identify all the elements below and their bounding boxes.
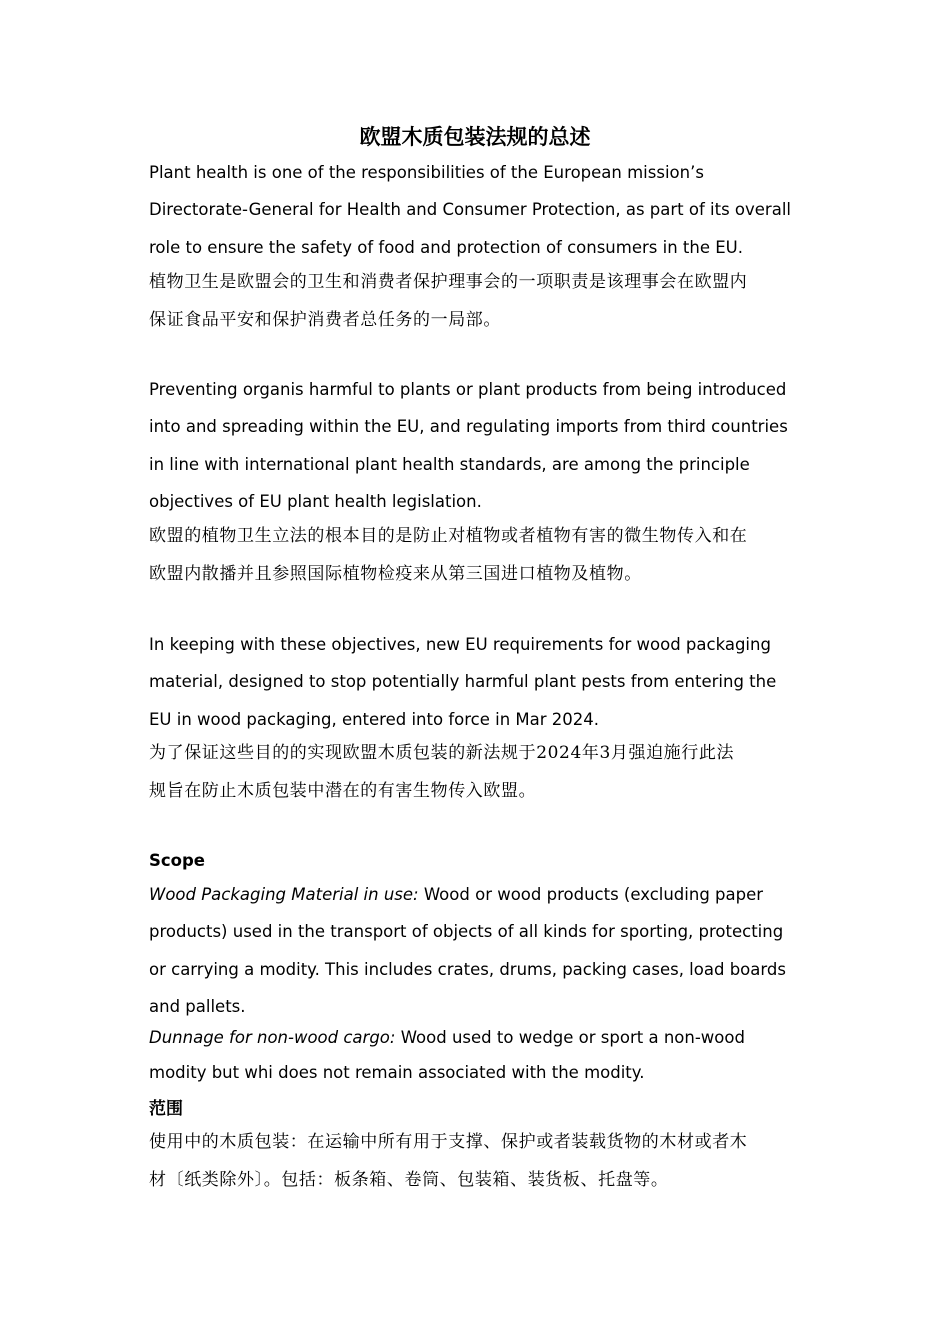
paragraph-3-chinese — [149, 735, 809, 810]
text-line: role to ensure the safety of food and protection of consumers in the EU. — [149, 237, 743, 257]
text-line: Directorate-General for Health and Consumer Protection, as part of its overall — [149, 200, 791, 220]
document-title: 欧盟木质包装法规的总述 — [359, 125, 591, 149]
text-line: 欧盟内散播并且参照国际植物检疫来从第三国进口植物及植物。 — [149, 563, 642, 584]
scope-dunnage-definition — [149, 1020, 809, 1090]
text-line: Plant health is one of the responsibilities of the European mission’s — [149, 163, 704, 182]
scope-term-wood-packaging: Wood Packaging Material in use: — [149, 885, 419, 904]
text-line: 保证食品平安和保护消费者总任务的一局部。 — [149, 309, 501, 330]
paragraph-2-chinese — [149, 518, 809, 593]
scope-heading: Scope — [149, 851, 206, 870]
text-line: modity but whi does not remain associated with the modity. — [149, 1063, 645, 1082]
scope-heading-chinese: 范围 — [149, 1099, 183, 1119]
text-line: 规旨在防止木质包装中潜在的有害生物传入欧盟。 — [149, 780, 537, 801]
text-line: 使用中的木质包装：在运输中所有用于支撑、保护或者装载货物的木材或者木 — [149, 1132, 748, 1152]
paragraph-1-chinese — [149, 264, 809, 339]
text-line: 植物卫生是欧盟会的卫生和消费者保护理事会的一项职责是该理事会在欧盟内 — [149, 272, 748, 292]
text-line — [149, 1020, 809, 1055]
text-run: Wood or wood products (excluding paper — [418, 885, 764, 904]
text-line: objectives of EU plant health legislation. — [149, 492, 482, 512]
text-line: In keeping with these objectives, new EU requirements for wood packaging — [149, 635, 771, 654]
text-line: into and spreading within the EU, and regulating imports from third countries — [149, 417, 788, 437]
paragraph-3-english — [149, 626, 809, 738]
text-line: 欧盟的植物卫生立法的根本目的是防止对植物或者植物有害的微生物传入和在 — [149, 526, 748, 546]
text-line: and pallets. — [149, 997, 246, 1017]
scope-wood-packaging-definition — [149, 876, 809, 1026]
scope-term-dunnage: Dunnage for non-wood cargo: — [149, 1028, 396, 1047]
text-line: 材〔纸类除外〕。包括：板条箱、卷筒、包装箱、装货板、托盘等。 — [149, 1169, 669, 1190]
paragraph-1-english — [149, 154, 809, 266]
text-line: material, designed to stop potentially harmful plant pests from entering the — [149, 672, 777, 692]
text-line: products) used in the transport of objects of all kinds for sporting, protecting — [149, 922, 784, 942]
text-line: Preventing organis harmful to plants or plant products from being introduced — [149, 380, 787, 399]
text-line: EU in wood packaging, entered into force in Mar 2024. — [149, 709, 600, 729]
paragraph-2-english — [149, 371, 809, 521]
text-line: 为了保证这些目的的实现欧盟木质包装的新法规于2024年3月强迫施行此法 — [149, 743, 735, 763]
text-line — [149, 876, 809, 913]
text-line: or carrying a modity. This includes crates, drums, packing cases, load boards — [149, 959, 786, 979]
text-run: Wood used to wedge or sport a non-wood — [395, 1028, 745, 1047]
scope-chinese-definition — [149, 1124, 809, 1199]
text-line: in line with international plant health standards, are among the principle — [149, 454, 750, 474]
